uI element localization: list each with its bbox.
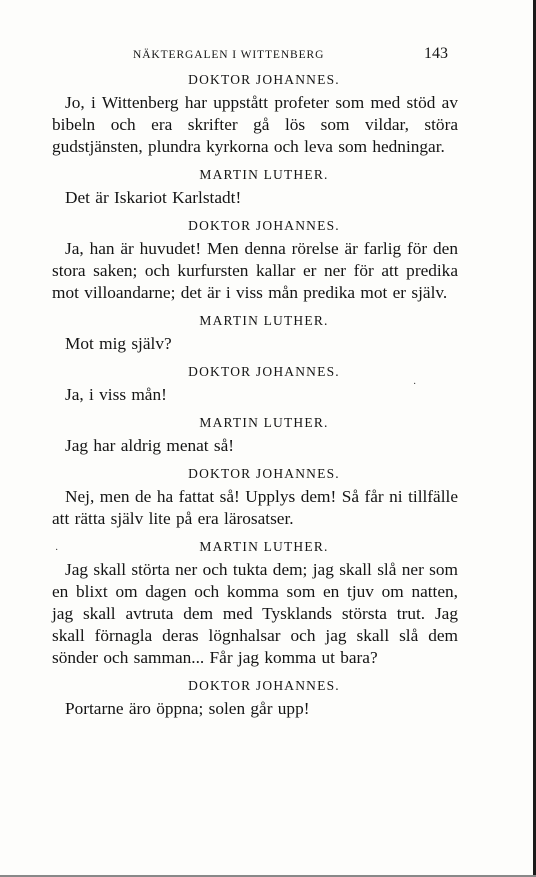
speech-text: Ja, han är huvudet! Men denna rörelse är farlig för den stora saken; och kurfursten kallar er ner för att predika mot villoandarne; det är i viss mån predika mot er själv. bbox=[52, 239, 458, 302]
speech-text: Jag skall störta ner och tukta dem; jag skall slå ner som en blixt om dagen och komma som en tjuv om natten, jag skall avtruta dem med Tysklands största trut. Jag skall förnagla deras lögnhalsar och jag skall slå dem sönder och samman... Får jag komma ut bara? bbox=[52, 560, 458, 667]
speech-block bbox=[52, 70, 458, 158]
page-header bbox=[0, 46, 536, 66]
speck-mark: · bbox=[413, 379, 417, 390]
speech-text: Nej, men de ha fattat så! Upplys dem! Så får ni tillfälle att rätta själv lite på era lärosatser. bbox=[52, 487, 458, 528]
speaker-name: DOKTOR JOHANNES. bbox=[188, 364, 340, 379]
speech-block bbox=[52, 464, 458, 530]
speaker-name: MARTIN LUTHER. bbox=[199, 167, 329, 182]
speaker-name: MARTIN LUTHER. bbox=[199, 313, 329, 328]
speaker-name: DOKTOR JOHANNES. bbox=[188, 466, 340, 481]
speech-text: Ja, i viss mån! bbox=[65, 385, 167, 404]
speech-text: Det är Iskariot Karlstadt! bbox=[65, 188, 242, 207]
dialogue-body bbox=[52, 70, 458, 727]
running-title: NÄKTERGALEN I WITTENBERG bbox=[133, 49, 325, 61]
page-number: 143 bbox=[424, 45, 448, 62]
speech-text: Jo, i Wittenberg har uppstått profeter som med stöd av bibeln och era skrifter gå lös som vildar, störa gudstjänsten, plundra kyrkorna och leva som hedningar. bbox=[52, 93, 458, 156]
speaker-name: DOKTOR JOHANNES. bbox=[188, 218, 340, 233]
speech-text: Mot mig själv? bbox=[65, 334, 172, 353]
speech-block bbox=[52, 537, 458, 669]
speck-mark: · bbox=[55, 545, 59, 556]
speech-block bbox=[52, 216, 458, 304]
speech-text: Portarne äro öppna; solen går upp! bbox=[65, 699, 310, 718]
speech-block bbox=[52, 676, 458, 720]
speech-block bbox=[52, 311, 458, 355]
speaker-name: MARTIN LUTHER. bbox=[199, 415, 329, 430]
speech-block bbox=[52, 165, 458, 209]
speaker-name: MARTIN LUTHER. bbox=[199, 539, 329, 554]
speaker-name: DOKTOR JOHANNES. bbox=[188, 72, 340, 87]
speaker-name: DOKTOR JOHANNES. bbox=[188, 678, 340, 693]
speech-block bbox=[52, 362, 458, 406]
speech-text: Jag har aldrig menat så! bbox=[65, 436, 235, 455]
speech-block bbox=[52, 413, 458, 457]
